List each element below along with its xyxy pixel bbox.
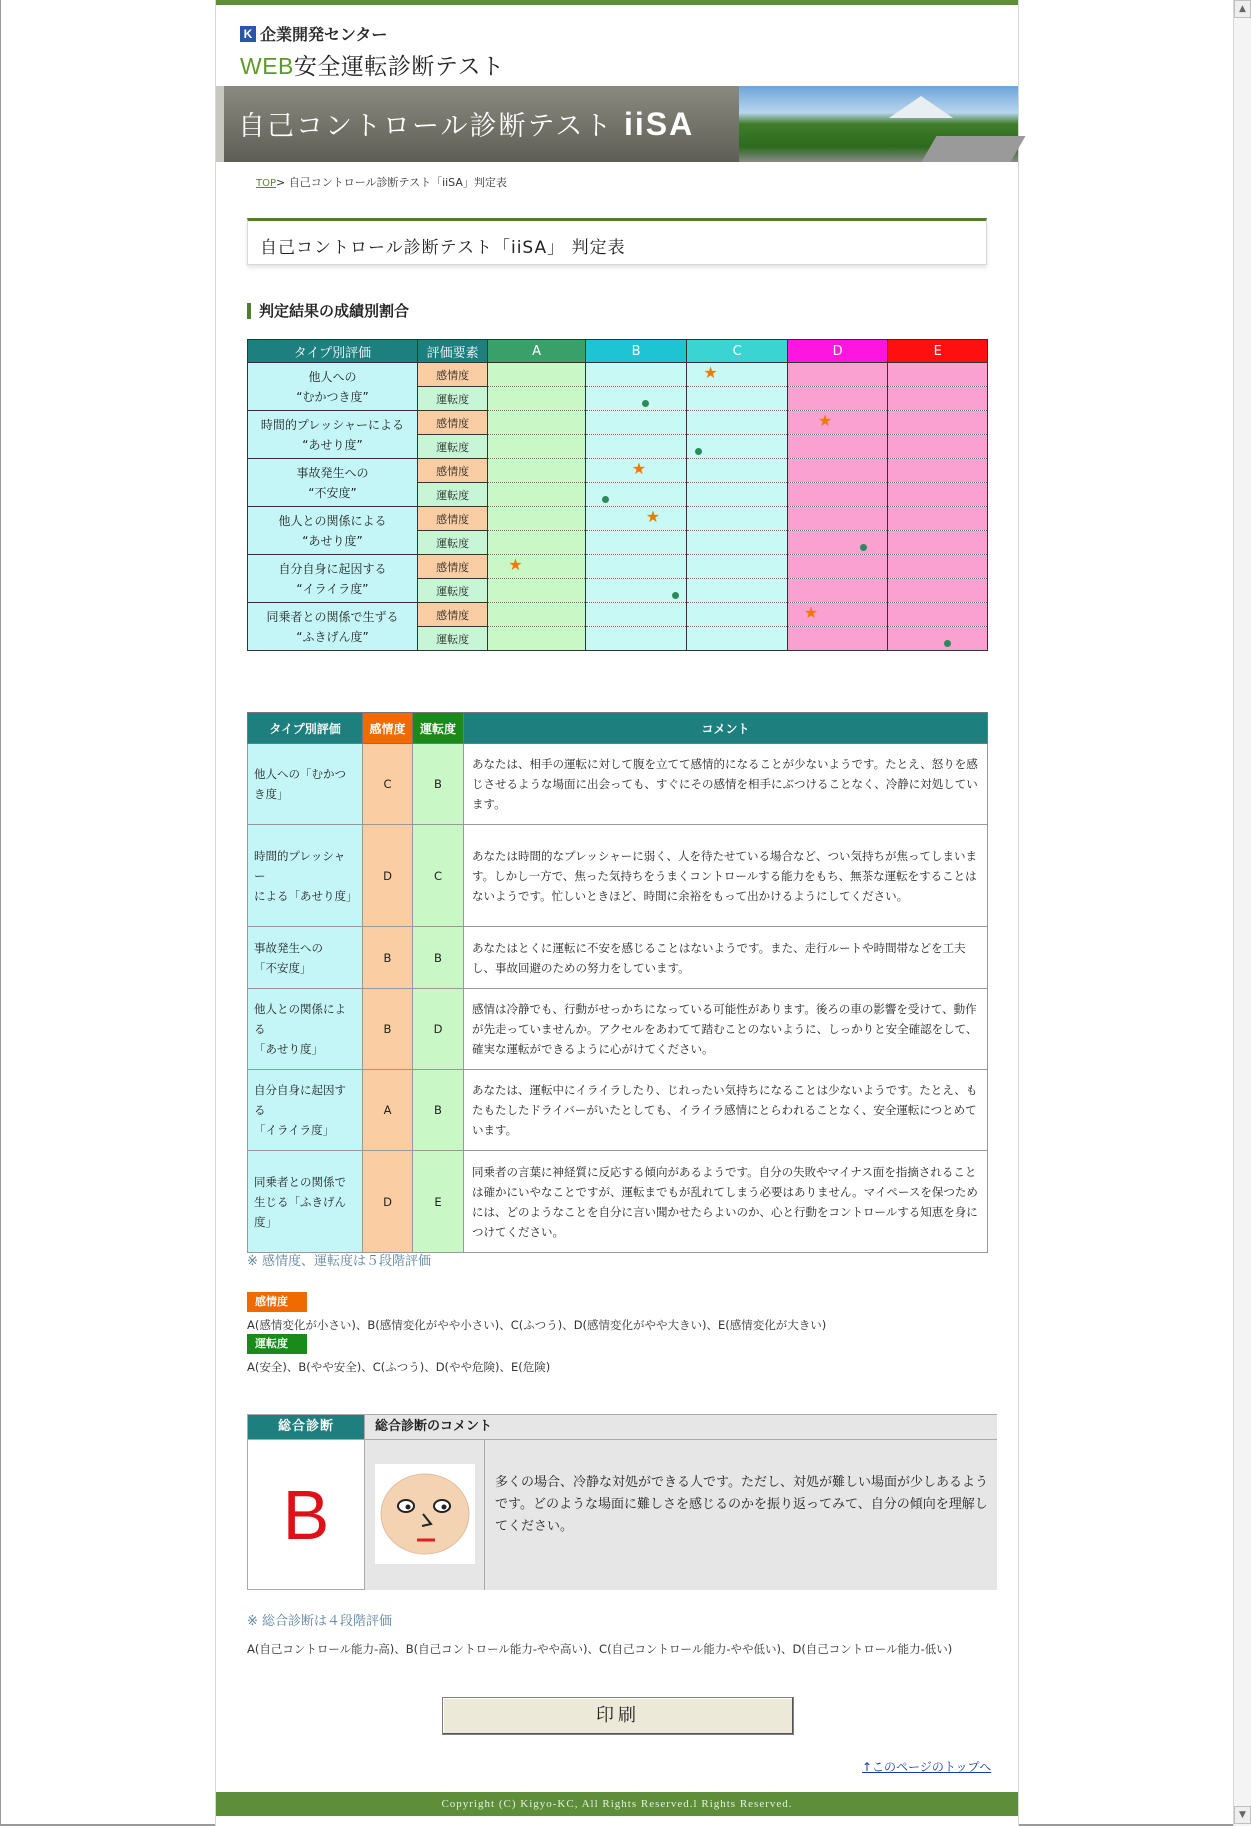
five-level-note: ※ 感情度、運転度は５段階評価 [247,1254,432,1269]
results-type-cell [248,989,363,1070]
results-type-cell [248,825,363,927]
driving-dot-icon [695,448,702,455]
chart-cell-c [687,459,788,483]
chart-cell-d [787,531,888,555]
chart-cell-e [888,363,988,387]
chart-element-emotion: 感情度 [417,459,487,483]
chart-cell-e [888,387,988,411]
chart-cell-b [585,555,687,579]
breadcrumb-top-link[interactable]: TOP [256,178,277,189]
chart-cell-c [687,531,788,555]
chart-cell-a [488,627,586,651]
chart-cell-e [888,507,988,531]
chart-cell-b [585,531,687,555]
chart-type-line2: “あせり度” [302,533,363,548]
chart-cell-b [585,387,687,411]
driving-legend-text: A(安全)、B(やや安全)、C(ふつう)、D(やや危険)、E(危険) [247,1360,551,1374]
chart-body [248,363,988,651]
chart-cell-b [585,507,687,531]
smirk-face-icon [375,1464,475,1564]
chart-type-line1: 同乗者との関係で生ずる [266,609,399,624]
face-illustration-frame [375,1464,475,1564]
driving-dot-icon [642,400,649,407]
road-shape [921,136,1025,162]
results-row [248,744,988,825]
chart-cell-c [687,627,788,651]
chart-type-line2: “ふきげん度” [296,629,369,644]
results-row [248,927,988,989]
banner-accent [216,86,224,162]
chart-header-grade-b: B [585,340,687,363]
company-name [240,22,504,45]
four-level-note: ※ 総合診断は４段階評価 [247,1614,393,1629]
chart-row-emotion [248,363,988,387]
results-row [248,825,988,927]
chart-cell-d [787,459,888,483]
chart-type-label [248,363,418,411]
chart-row-emotion [248,555,988,579]
chart-type-label [248,603,418,651]
chart-cell-b [585,579,687,603]
results-header-emotion: 感情度 [363,713,413,744]
results-type-line1: 時間的プレッシャー [254,848,346,883]
results-header-driving: 運転度 [413,713,464,744]
chart-cell-c [687,603,788,627]
chart-cell-e [888,627,988,651]
results-type-cell [248,927,363,989]
chart-cell-a [488,459,586,483]
chart-cell-e [888,459,988,483]
chart-cell-e [888,483,988,507]
chart-element-driving: 運転度 [417,579,487,603]
chart-cell-e [888,435,988,459]
chart-cell-d [787,363,888,387]
results-emotion-cell: A [363,1070,413,1151]
results-type-line1: 自分自身に起因する [254,1083,346,1117]
driving-dot-icon [860,544,867,551]
chart-cell-c [687,411,788,435]
mountain-shape [889,96,953,118]
chart-cell-b [585,435,687,459]
results-driving-cell: B [413,927,464,989]
results-comment-cell: あなたは時間的なプレッシャーに弱く、人を待たせている場合など、つい気持ちが焦ってしまいます。しかし一方で、焦った気持ちをうまくコントロールする能力をもち、無茶な運転をすることはないようです。忙しいときほど、時間に余裕をもって出かけるようにしてください。 [464,825,988,927]
results-emotion-cell: D [363,1151,413,1253]
results-header-row [248,713,988,744]
chart-cell-a [488,531,586,555]
chart-type-line2: “むかつき度” [296,389,369,404]
chart-cell-e [888,603,988,627]
chart-cell-a [488,411,586,435]
chart-element-driving: 運転度 [417,435,487,459]
chart-cell-d [787,507,888,531]
results-type-line1: 他人への「むかつき度」 [254,767,346,801]
emotion-star-icon: ★ [631,459,647,478]
chart-element-emotion: 感情度 [417,411,487,435]
vertical-scrollbar[interactable] [1233,0,1251,1826]
results-type-line2: 「イライラ度」 [254,1123,335,1137]
results-type-cell [248,1070,363,1151]
chart-cell-b [585,603,687,627]
results-driving-cell: E [413,1151,464,1253]
chart-cell-a [488,363,586,387]
results-type-cell [248,744,363,825]
chart-cell-d [787,387,888,411]
chart-element-driving: 運転度 [417,387,487,411]
results-comment-cell: あなたは、相手の運転に対して腹を立てて感情的になることが少ないようです。たとえ、怒りを感じさせるような場面に出会っても、すぐにその感情を相手にぶつけることなく、冷静に対処しています。 [464,744,988,825]
chart-type-label [248,459,418,507]
chart-element-emotion: 感情度 [417,363,487,387]
chart-type-label [248,411,418,459]
chart-type-label [248,555,418,603]
banner-title-text: 自己コントロール診断テスト [238,111,614,142]
chart-type-line1: 他人への [308,369,357,384]
page-title: 自己コントロール診断テスト「iiSA」 判定表 [260,238,626,258]
site-title-prefix: WEB [240,53,294,79]
site-brand[interactable] [240,22,504,81]
chart-type-line1: 自分自身に起因する [278,561,387,576]
results-type-line2: 「不安度」 [254,960,312,975]
chart-type-label [248,507,418,555]
emotion-legend-text: A(感情変化が小さい)、B(感情変化がやや小さい)、C(ふつう)、D(感情変化がやや大きい)、E(感情変化が大きい) [247,1318,827,1332]
results-driving-cell: B [413,1070,464,1151]
results-comment-cell: あなたは、運転中にイライラしたり、じれったい気持ちになることは少ないようです。たとえ、もたもたしたドライバーがいたとしても、イライラ感情にとらわれることなく、安全運転につとめています。 [464,1070,988,1151]
company-logo-icon: K [240,26,256,42]
results-comment-cell: あなたはとくに運転に不安を感じることはないようです。また、走行ルートや時間帯などを工夫し、事故回避のための努力をしています。 [464,927,988,989]
chart-cell-b [585,411,687,435]
chart-type-line2: “イライラ度” [296,581,369,596]
results-driving-cell: B [413,744,464,825]
chart-cell-a [488,603,586,627]
chart-cell-e [888,531,988,555]
chart-header-type: タイプ別評価 [248,340,418,363]
results-table [247,712,988,1253]
chart-cell-e [888,555,988,579]
scroll-up-arrow-icon[interactable]: ▲ [1234,0,1251,18]
chart-header-grade-a: A [488,340,586,363]
chart-cell-b [585,627,687,651]
chart-cell-b [585,483,687,507]
chart-header-grade-d: D [787,340,888,363]
emotion-star-icon: ★ [703,363,718,382]
results-row [248,1070,988,1151]
results-emotion-cell: C [363,744,413,825]
chart-cell-c [687,363,788,387]
chart-cell-b [585,363,687,387]
emotion-star-icon: ★ [645,507,661,526]
banner-title-panel [216,86,739,162]
emotion-star-icon: ★ [817,411,833,430]
breadcrumb-current: 自己コントロール診断テスト「iiSA」判定表 [288,176,507,189]
chart-cell-a [488,579,586,603]
chart-cell-d [787,411,888,435]
chart-cell-d [787,627,888,651]
chart-cell-c [687,507,788,531]
results-type-cell [248,1151,363,1253]
company-label: 企業開発センター [260,25,388,44]
chart-cell-c [687,555,788,579]
results-emotion-cell: D [363,825,413,927]
chart-element-driving: 運転度 [417,627,487,651]
chart-type-line1: 他人との関係による [278,513,387,528]
back-to-top-link[interactable]: ↑このページのトップへ [862,1760,992,1774]
chart-row-emotion [248,507,988,531]
results-row [248,1151,988,1253]
chart-header-element: 評価要素 [417,340,487,363]
overall-comment-heading: 総合診断のコメント [364,1415,997,1439]
results-type-line1: 事故発生への [254,940,323,955]
chart-cell-a [488,483,586,507]
chart-type-line1: 時間的プレッシャーによる [260,417,405,432]
driving-dot-icon [602,496,609,503]
chart-cell-d [787,603,888,627]
chart-element-driving: 運転度 [417,483,487,507]
chart-type-line2: “不安度” [308,485,357,500]
window-left-border [0,0,1,1826]
chart-type-line1: 事故発生への [296,465,369,480]
chart-cell-a [488,387,586,411]
print-button[interactable]: 印刷 [442,1697,794,1735]
results-type-line2: による「あせり度」 [254,888,358,903]
results-type-line2: 生じる「ふきげん度」 [254,1194,346,1229]
chart-cell-a [488,555,586,579]
chart-cell-e [888,579,988,603]
top-accent-bar [216,0,1018,5]
face-cell [364,1439,485,1590]
overall-comment-cell [484,1439,997,1590]
results-type-line2: 「あせり度」 [254,1042,323,1056]
chart-row-emotion [248,459,988,483]
chart-cell-e [888,411,988,435]
footer-copyright: Copyright (C) Kigyo-KC, All Rights Reserved.l Rights Reserved. [216,1792,1018,1816]
results-driving-cell: D [413,989,464,1070]
emotion-star-icon: ★ [508,555,523,574]
chart-header-row [248,340,988,363]
results-row [248,989,988,1070]
banner-landscape-image [739,86,1018,162]
emotion-star-icon: ★ [803,603,819,622]
breadcrumb [256,174,507,190]
banner-title [238,104,694,143]
chart-type-line2: “あせり度” [302,437,363,452]
chart-cell-c [687,387,788,411]
chart-cell-d [787,555,888,579]
chart-cell-c [687,435,788,459]
results-type-line1: 他人との関係による [254,1002,346,1036]
driving-legend-badge: 運転度 [247,1334,307,1354]
results-comment-cell: 感情は冷静でも、行動がせっかちになっている可能性があります。後ろの車の影響を受けて、動作が先走っていませんか。アクセルをあわてて踏むことのないように、しっかりと安全確認をして、確実な運転ができるように心がけてください。 [464,989,988,1070]
results-header-comment: コメント [464,713,988,744]
results-type-line1: 同乗者との関係で [254,1174,346,1189]
chart-cell-c [687,483,788,507]
chart-element-emotion: 感情度 [417,507,487,531]
chart-cell-b [585,459,687,483]
chart-row-emotion [248,411,988,435]
emotion-legend-badge: 感情度 [247,1292,307,1312]
results-emotion-cell: B [363,927,413,989]
grade-distribution-chart [247,339,988,651]
results-header-type: タイプ別評価 [248,713,363,744]
chart-element-driving: 運転度 [417,531,487,555]
site-title-rest: 安全運転診断テスト [293,54,505,80]
overall-comment: 多くの場合、冷静な対処ができる人です。ただし、対処が難しい場面が少しあるようです。どのような場面に難しさを感じるのかを振り返ってみて、自分の傾向を理解してください。 [495,1475,988,1534]
driving-dot-icon [944,640,951,647]
results-emotion-cell: B [363,989,413,1070]
chart-element-emotion: 感情度 [417,603,487,627]
chart-cell-a [488,507,586,531]
chart-element-emotion: 感情度 [417,555,487,579]
chart-cell-d [787,579,888,603]
chart-cell-a [488,435,586,459]
chart-header-grade-c: C [687,340,788,363]
scroll-down-arrow-icon[interactable]: ▼ [1234,1806,1251,1824]
overall-heading: 総合診断 [248,1415,364,1439]
chart-cell-c [687,579,788,603]
overall-diagnosis-box [247,1414,997,1590]
page-title-box [247,218,987,265]
overall-legend-text: A(自己コントロール能力-高)、B(自己コントロール能力-やや高い)、C(自己コントロール能力-やや低い)、D(自己コントロール能力-低い) [247,1642,953,1656]
chart-row-emotion [248,603,988,627]
site-title [240,48,504,81]
chart-cell-d [787,483,888,507]
page-container [215,0,1019,1826]
results-driving-cell: C [413,825,464,927]
banner-title-brand: iiSA [623,106,695,142]
driving-dot-icon [672,592,679,599]
breadcrumb-separator: > [276,176,286,189]
results-comment-cell: 同乗者の言葉に神経質に反応する傾向があるようです。自分の失敗やマイナス面を指摘されることは確かにいやなことですが、運転までもが乱れてしまう必要はありません。マイペースを保つためには、どのようなことを自分に言い聞かせたらよいのか、心と行動をコントロールする知恵を身につけてください。 [464,1151,988,1253]
section-heading: 判定結果の成績別割合 [247,303,409,319]
hero-banner [216,86,1018,162]
overall-grade: B [248,1439,364,1590]
chart-cell-d [787,435,888,459]
chart-header-grade-e: E [888,340,988,363]
